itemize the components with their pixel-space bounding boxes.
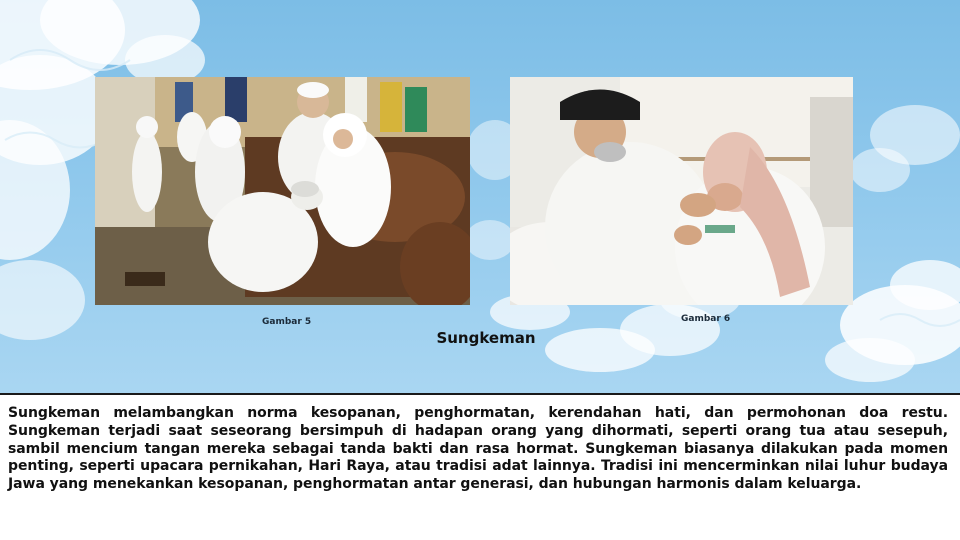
figure-5-caption: Gambar 5 [262,317,312,327]
body-paragraph: Sungkeman melambangkan norma kesopanan, penghormatan, kerendahan hati, dan permohonan doa restu. Sungkeman terjadi saat seseorang bersimpuh di hadapan orang yang dihormati, seperti orang tua atau sesepuh, sambil mencium tangan mereka sebagai tanda bakti dan rasa hormat. Sungkeman biasanya dilakukan pada momen penting, seperti upacara pernikahan, Hari Raya, atau tradisi adat lainnya. Tradisi ini mencerminkan nilai luhur budaya Jawa yang menekankan kesopanan, penghormatan antar generasi, dan hubungan harmonis dalam keluarga. [8,405,948,493]
figure-5-photo [95,77,470,305]
section-divider [0,393,960,395]
slide-title: Sungkeman [436,329,536,347]
figure-6-caption: Gambar 6 [681,314,731,324]
figure-6-photo [510,77,853,305]
